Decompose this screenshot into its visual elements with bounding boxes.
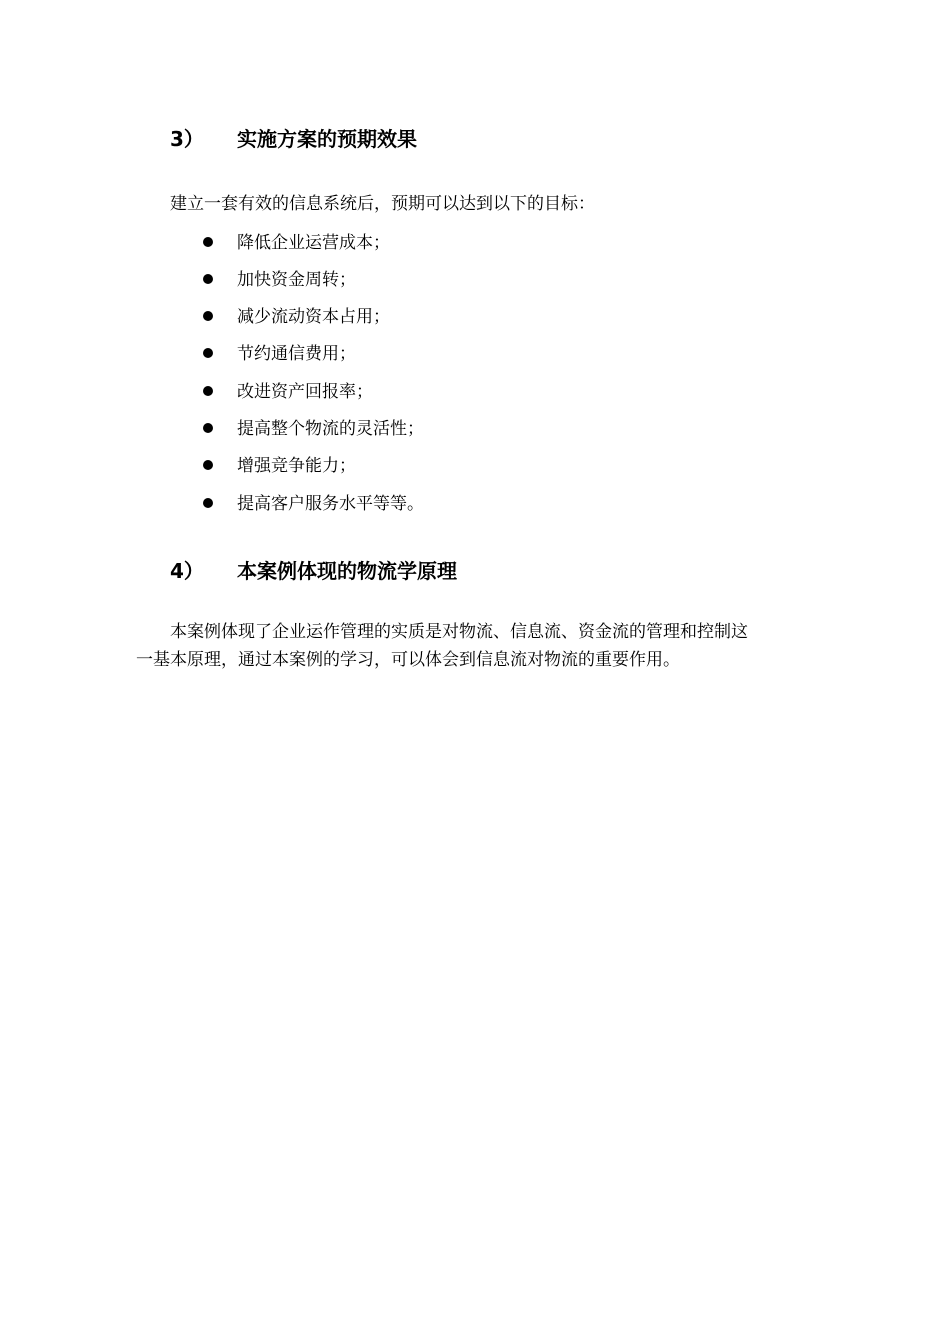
bullet-icon: [203, 311, 213, 321]
section-3-heading: [170, 127, 417, 151]
paragraph-line: 一基本原理，通过本案例的学习，可以体会到信息流对物流的重要作用。: [136, 650, 680, 670]
bullet-icon: [203, 274, 213, 284]
goal-text: 增强竞争能力；: [237, 456, 356, 476]
section-4-paragraph: [136, 618, 826, 674]
section-4-title: 本案例体现的物流学原理: [237, 559, 457, 583]
section-4-number: 4）: [170, 559, 204, 583]
paragraph-line: 本案例体现了企业运作管理的实质是对物流、信息流、资金流的管理和控制这: [170, 622, 748, 642]
list-item: [203, 418, 424, 440]
bullet-icon: [203, 348, 213, 358]
bullet-icon: [203, 498, 213, 508]
goal-text: 提高客户服务水平等等。: [237, 494, 424, 514]
bullet-icon: [203, 386, 213, 396]
section-3-number: 3）: [170, 127, 204, 151]
section-3-intro: 建立一套有效的信息系统后，预期可以达到以下的目标：: [170, 194, 595, 214]
list-item: [203, 381, 373, 403]
list-item: [203, 269, 356, 291]
section-3-title: 实施方案的预期效果: [237, 127, 417, 151]
goal-text: 改进资产回报率；: [237, 382, 373, 402]
goal-text: 提高整个物流的灵活性；: [237, 419, 424, 439]
bullet-icon: [203, 460, 213, 470]
goal-text: 节约通信费用；: [237, 344, 356, 364]
bullet-icon: [203, 423, 213, 433]
goal-text: 降低企业运营成本；: [237, 233, 390, 253]
list-item: [203, 232, 390, 254]
goal-text: 减少流动资本占用；: [237, 307, 390, 327]
list-item: [203, 493, 424, 515]
section-4-heading: [170, 559, 457, 583]
list-item: [203, 343, 356, 365]
list-item: [203, 455, 356, 477]
goal-text: 加快资金周转；: [237, 270, 356, 290]
bullet-icon: [203, 237, 213, 247]
list-item: [203, 306, 390, 328]
